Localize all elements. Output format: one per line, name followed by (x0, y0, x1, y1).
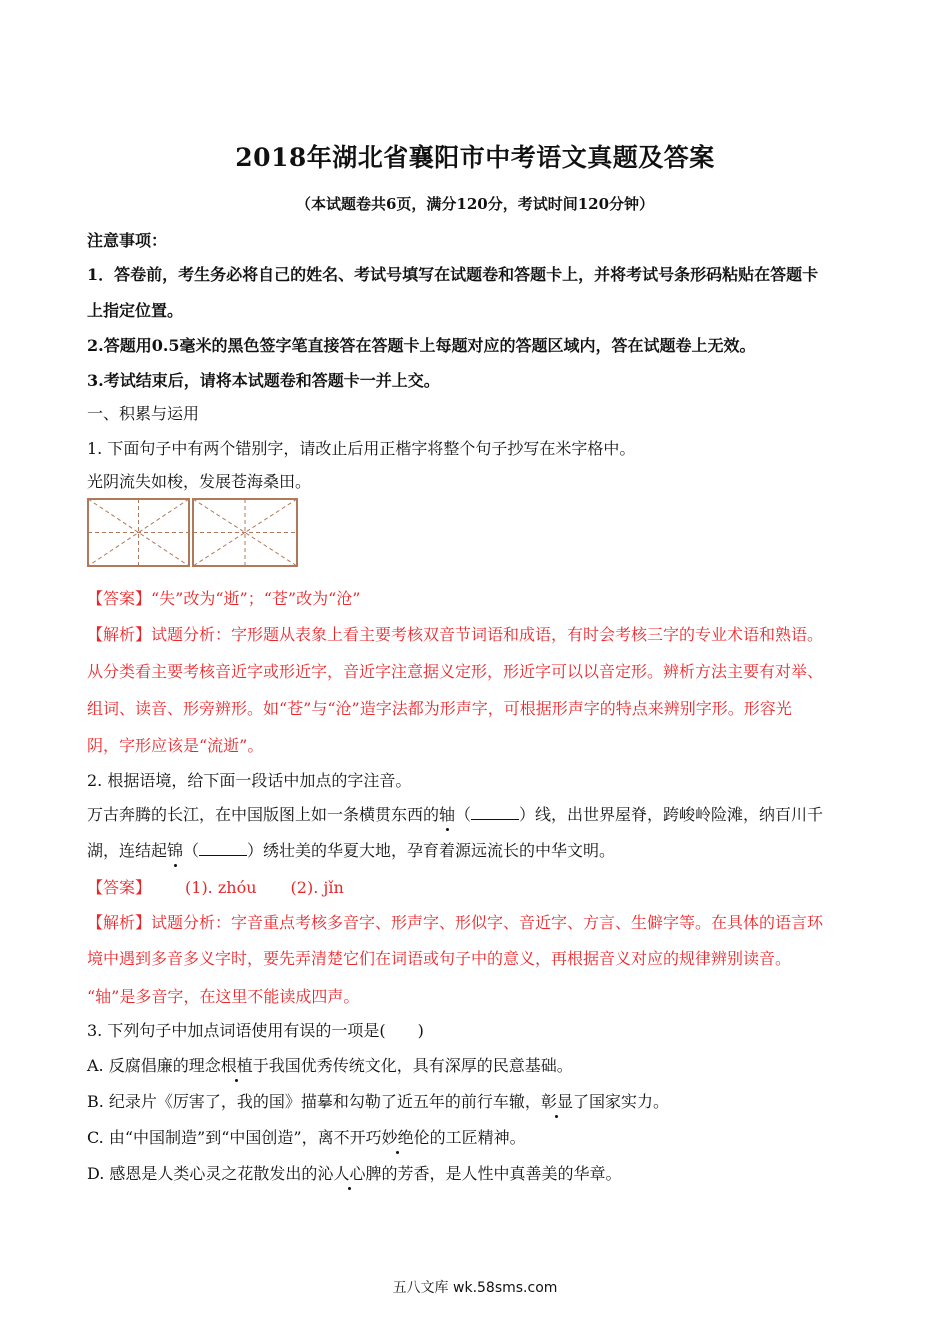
question-1-analysis-2: 从分类看主要考核音近字或形近字，音近字注意据义定形，形近字可以以音定形。辨析方法主要有对举、 (87, 662, 824, 681)
dotted-word: 巧妙绝伦 (366, 1125, 430, 1148)
question-2-analysis-2: 境中遇到多音多义字时，要先弄清楚它们在词语或句子中的意义，再根据音义对应的规律辨别读音。 (87, 949, 792, 968)
question-1-analysis: 【解析】试题分析：字形题从表象上看主要考核双音节词语和成语，有时会考核三字的专业术语和熟语。 (87, 625, 824, 644)
dotted-word: 彰显 (541, 1089, 573, 1112)
option-b (87, 1089, 669, 1112)
dotted-word: 根植 (221, 1053, 253, 1076)
grid-svg (87, 498, 299, 568)
option-c (87, 1125, 526, 1148)
notice-heading: 注意事项： (87, 231, 168, 250)
dotted-char: 锦 (167, 838, 183, 861)
text-segment: 湖，连结起 (87, 841, 168, 860)
answer-item-1: (1). zhóu (185, 878, 257, 897)
text-segment: （ (183, 841, 200, 860)
option-text: A. 反腐倡廉的理念 (87, 1056, 221, 1075)
text-segment: （ (455, 805, 472, 824)
answer-item-2: (2). jǐn (290, 878, 344, 897)
question-2-text-line-2 (87, 838, 615, 861)
question-1-analysis-3: 组词、读音、形旁辨形。如“苍”与“沧”造字法都为形声字，可根据形声字的特点来辨别字形。形容光 (87, 699, 792, 718)
question-1-answer: 【答案】“失”改为“逝”；“苍”改为“沧” (87, 589, 361, 608)
option-text: 于我国优秀传统文化，具有深厚的民意基础。 (252, 1056, 573, 1075)
page-title: 2018年湖北省襄阳市中考语文真题及答案 (235, 143, 715, 172)
option-d (87, 1161, 621, 1184)
text-segment: ）绣壮美的华夏大地，孕育着源远流长的中华文明。 (247, 841, 616, 860)
dotted-word: 沁人心脾 (317, 1161, 381, 1184)
option-text: 了国家实力。 (572, 1092, 669, 1111)
answer-label: 【答案】 (87, 878, 152, 897)
option-text: 的工匠精神。 (429, 1128, 526, 1147)
exam-info: （本试题卷共6页，满分120分，考试时间120分钟） (295, 195, 655, 213)
writing-grid (87, 498, 299, 572)
notice-item-1-cont: 上指定位置。 (87, 301, 184, 320)
question-1-sentence: 光阴流失如梭，发展苍海桑田。 (87, 472, 312, 491)
question-2-analysis-3: “轴”是多音字，在这里不能读成四声。 (87, 987, 360, 1006)
section-heading: 一、积累与运用 (87, 404, 200, 423)
option-text: 的芳香，是人性中真善美的华章。 (381, 1164, 622, 1183)
dotted-char: 轴 (439, 802, 455, 825)
option-text: D. 感恩是人类心灵之花散发出的 (87, 1164, 318, 1183)
text-segment: ）线，出世界屋脊，跨峻岭险滩，纳百川千 (519, 805, 824, 824)
notice-item-1: 1．答卷前，考生务必将自己的姓名、考试号填写在试题卷和答题卡上，并将考试号条形码粘贴在答题卡 (87, 265, 819, 284)
option-text: B. 纪录片《厉害了，我的国》描摹和勾勒了近五年的前行车辙， (87, 1092, 541, 1111)
question-2-prompt: 2. 根据语境，给下面一段话中加点的字注音。 (87, 771, 412, 790)
notice-item-2: 2.答题用0.5毫米的黑色签字笔直接答在答题卡上每题对应的答题区域内，答在试题卷上无效。 (87, 336, 756, 355)
option-a (87, 1053, 573, 1076)
footer-watermark: 五八文库 wk.58sms.com (392, 1280, 558, 1296)
question-1-analysis-4: 阴，字形应该是“流逝”。 (87, 736, 264, 755)
question-2-analysis: 【解析】试题分析：字音重点考核多音字、形声字、形似字、音近字、方言、生僻字等。在具体的语言环 (87, 913, 824, 932)
answer-blank (199, 841, 247, 856)
question-2-text-line-1 (87, 802, 823, 825)
question-2-answer (87, 875, 344, 898)
answer-blank (471, 805, 519, 820)
option-text: C. 由“中国制造”到“中国创造”，离不开 (87, 1128, 366, 1147)
question-3-prompt: 3. 下列句子中加点词语使用有误的一项是( ) (87, 1021, 424, 1040)
question-1-prompt: 1. 下面句子中有两个错别字，请改止后用正楷字将整个句子抄写在米字格中。 (87, 439, 636, 458)
notice-item-3: 3.考试结束后，请将本试题卷和答题卡一并上交。 (87, 371, 440, 390)
text-segment: 万古奔腾的长江，在中国版图上如一条横贯东西的 (87, 805, 440, 824)
